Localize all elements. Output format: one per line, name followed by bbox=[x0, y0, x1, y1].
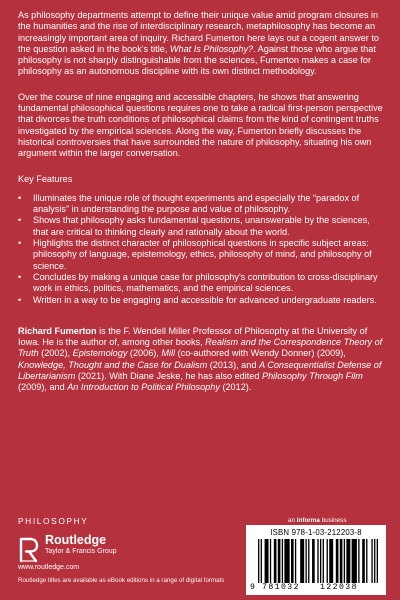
description-paragraph-1 bbox=[18, 10, 386, 78]
barcode-bar bbox=[377, 539, 378, 583]
barcode-bar bbox=[344, 539, 345, 583]
bullet-icon: • bbox=[18, 192, 22, 203]
barcode-bar bbox=[336, 539, 339, 583]
description-text: . Against those who argue that philosophy is not sharply distinguishable from the sciences, Fumerton makes a case for philosophy as an autonomous discipline with its own distinct methodology. bbox=[18, 43, 376, 77]
barcode-panel: ISBN 978-1-03-212203-8 9 781032 122038 bbox=[246, 525, 386, 595]
informa-brand: informa bbox=[296, 517, 320, 524]
barcode-bar bbox=[371, 539, 372, 583]
barcode-bar bbox=[358, 539, 359, 583]
barcode-icon bbox=[258, 539, 378, 583]
barcode-bar bbox=[291, 539, 294, 583]
barcode-bar bbox=[312, 539, 315, 583]
isbn-label: ISBN 978-1-03-212203-8 bbox=[270, 528, 362, 537]
routledge-logo-icon bbox=[18, 535, 40, 563]
publisher-block bbox=[18, 533, 168, 571]
barcode-bar bbox=[278, 539, 281, 583]
bullet-icon: • bbox=[18, 294, 22, 305]
barcode-bar bbox=[300, 539, 304, 583]
list-item: • Shows that philosophy asks fundamental questions, unanswerable by the sciences, that are critical to thinking clearly and rationally about the world. bbox=[18, 215, 370, 237]
barcode-bar bbox=[340, 539, 343, 583]
book-title-italic: What Is Philosophy? bbox=[169, 43, 254, 54]
barcode-bar bbox=[374, 539, 375, 583]
bullet-icon: • bbox=[18, 271, 22, 282]
description-paragraph-2: Over the course of nine engaging and accessible chapters, he shows that answering fundamental philosophical questions requires one to take a radical first-person perspective that divorces the truth conditions of philosophical claims from the kind of contingent truths investigated by the empirical sciences. Along the way, Fumerton briefly discusses the historical controversies that have surrounded the nature of philosophy, situating his own argument within the larger conversation. bbox=[18, 91, 383, 159]
barcode-bar bbox=[258, 539, 259, 583]
barcode-bar bbox=[274, 539, 277, 583]
author-bio: Richard Fumerton is the F. Wendell Miller Professor of Philosophy at the University of Iowa. He is the author of, among other books, Realism and the Correspondence Theory of Truth (2002), Epistemology (2006), Mill (co-authored with Wendy Donner) (2009), Knowledge, Thought and the Case for Dualism (2013), and A Consequentialist Defense of Libertarianism (2021). With Diane Jeske, he has also edited Philosophy Through Film (2009), and An Introduction to Political Philosophy (2012). bbox=[18, 325, 383, 393]
barcode-bar bbox=[327, 539, 328, 583]
bullet-icon: • bbox=[18, 238, 22, 249]
barcode-bar bbox=[305, 539, 306, 583]
publisher-group: Taylor & Francis Group bbox=[45, 548, 117, 555]
barcode-bar bbox=[320, 539, 321, 583]
barcode-bar bbox=[366, 539, 367, 583]
barcode-bar bbox=[261, 539, 262, 583]
barcode-bar bbox=[329, 539, 333, 583]
bullet-icon: • bbox=[18, 215, 22, 226]
list-item: • Concludes by making a unique case for philosophy's contribution to cross-disciplinary work in ethics, politics, mathematics, and the empirical sciences. bbox=[18, 271, 378, 294]
barcode-bar bbox=[352, 539, 357, 583]
barcode-bar bbox=[295, 539, 296, 583]
key-features-list bbox=[18, 193, 386, 306]
description-text: As philosophy departments attempt to define their unique value amid program closures in the humanities and the rise of interdisciplinary research, metaphilosophy has become an increasingly important area of inquiry. Richard Fumerton here lays out a cogent answer to the question asked in the book's title, bbox=[18, 10, 379, 54]
barcode-bar bbox=[323, 539, 324, 583]
cover-text bbox=[18, 10, 386, 394]
barcode-bar bbox=[282, 539, 283, 583]
informa-tagline: an informa business bbox=[288, 517, 347, 524]
key-features-heading: Key Features bbox=[18, 173, 73, 184]
ebook-footnote: Routledge titles are available as eBook editions in a range of digital formats bbox=[18, 577, 225, 584]
list-item: • Written in a way to be engaging and accessible for advanced undergraduate readers. bbox=[18, 294, 377, 305]
subject-category: PHILOSOPHY bbox=[18, 516, 89, 526]
barcode-bar bbox=[270, 539, 271, 583]
publisher-name: Routledge bbox=[45, 533, 107, 547]
author-name: Richard Fumerton bbox=[18, 325, 97, 336]
barcode-bar bbox=[317, 539, 318, 583]
list-item: • Illuminates the unique role of thought experiments and especially the “paradox of analysis” in understanding the purpose and value of philosophy. bbox=[18, 192, 360, 215]
list-item: • Highlights the distinct character of philosophical questions in specific subject areas: philosophy of language, epistemology, ethics, philosophy of mind, and philosophy of science. bbox=[18, 238, 372, 271]
barcode-bar bbox=[308, 539, 309, 583]
barcode-bar bbox=[265, 539, 269, 583]
publisher-url: www.routledge.com bbox=[18, 564, 80, 571]
barcode-bar bbox=[346, 539, 350, 583]
barcode-bar bbox=[284, 539, 289, 583]
barcode-bar bbox=[362, 539, 365, 583]
